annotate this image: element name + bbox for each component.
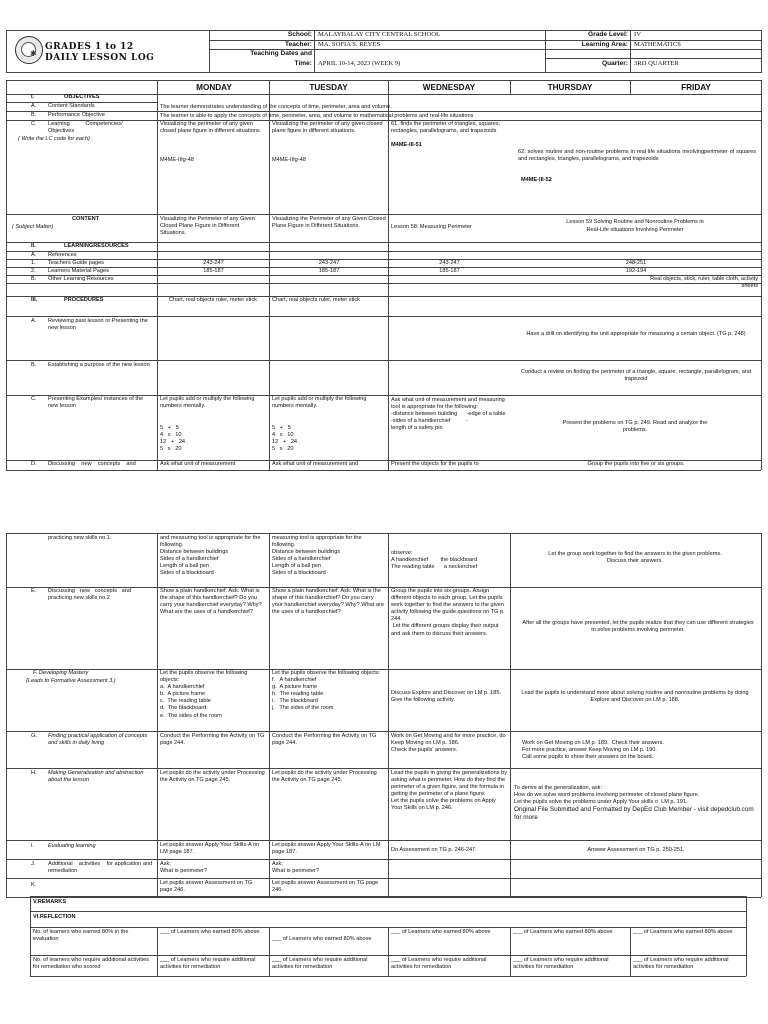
grade-label: Grade Level:	[588, 31, 628, 38]
proc-a-num: A.	[31, 318, 37, 324]
lm-pages-monday: 185-187	[203, 268, 224, 274]
proc-k-monday: Let pupils answer Assessment on TG page 246.	[160, 880, 253, 894]
time-label: Time:	[294, 60, 312, 67]
teacher-value: MA. SOFIA S. REYES	[318, 41, 381, 48]
reflection-b-thursday: ___ of Learners who require additional activities for remediation	[513, 957, 609, 971]
teacher-label: Teacher:	[285, 41, 312, 48]
proc-d-tuesday-2: measuring tool is appropriate for the following. Distance between buildings Sides of a handkerchief Length of a ball pen Sides of a blackboard	[272, 535, 362, 577]
quarter-label: Quarter:	[601, 60, 628, 67]
proc-c-monday-numbers: 5 + 5 4 x 10 12 + 24 5 x 20	[160, 425, 186, 453]
competency-code-tuesday: M4ME-IIIg-48	[272, 157, 306, 163]
proc-e-num: E.	[31, 588, 37, 594]
tg-pages-thursday-friday: 248-251	[625, 260, 647, 266]
tg-pages-monday: 243-247	[203, 260, 224, 266]
competencies-note: ( Write the LC code for each)	[18, 136, 90, 142]
lm-pages-thursday-friday: 192-194	[625, 268, 647, 274]
objectives-num: I.	[31, 94, 35, 100]
proc-g-monday: Conduct the Performing the Activity on TG page 244.	[160, 733, 265, 747]
deped-seal-icon: ✱	[15, 36, 43, 64]
proc-i-monday: Let pupils answer Apply Your Skills-A on LM page 187.	[160, 842, 260, 856]
proc-d-num: D.	[31, 461, 37, 467]
proc-h-wednesday: Lead the pupils in giving the generalizations by asking what is perimeter, How do they find the perimeter of a given figure, and the formula in getting the perimeter of a plane figure. Let the pupils solve the problems on Apply Your Skills on LM p. 246.	[391, 770, 507, 812]
resources-title: LEARNINGRESOURCES	[64, 243, 129, 249]
day-header-friday: FRIDAY	[681, 83, 711, 92]
reflection-b-monday: ___ of Learners who require additional activities for remediation	[160, 957, 256, 971]
proc-h-num: H.	[31, 770, 37, 776]
proc-i-thursday-friday: Answer Assessment on TG p. 250-251.	[587, 847, 685, 853]
reflection-b-tuesday: ___ of Learners who require additional activities for remediation	[272, 957, 368, 971]
proc-j-tuesday: Ask: What is perimeter?	[272, 861, 319, 875]
references-label: References	[48, 252, 77, 258]
proc-j-num: J.	[31, 861, 36, 867]
quarter-value: 3RD QUARTER	[634, 60, 679, 67]
proc-d-label: Discussing new concepts and	[48, 461, 136, 467]
other-resources-num: B.	[31, 276, 37, 282]
day-header-tuesday: TUESDAY	[309, 83, 348, 92]
remarks-title: V.REMARKS	[33, 899, 67, 905]
competency-code-wednesday: M4ME-III-51	[391, 142, 422, 148]
proc-a-label: Reviewing past lesson or Presenting the new lesson	[48, 318, 148, 332]
proc-c-tuesday: Let pupils add or multiply the following numbers mentally.	[272, 396, 367, 410]
proc-a-thursday-friday: Have a drill on identifying the unit appropriate for measuring a certain object. (TG p. 248)	[526, 331, 746, 337]
proc-d-monday-1: Ask what unit of measurement	[160, 461, 236, 467]
content-tuesday: Visualizing the Perimeter of any Given Closed Plane Figure in Different Situations.	[272, 216, 386, 230]
reflection-a-label: No. of learners who earned 80% in the evaluation	[33, 929, 129, 943]
proc-i-wednesday: Do Assessment on TG p. 246-247.	[391, 847, 477, 853]
proc-h-tuesday: Let pupils do the activity under Processing the Activity on TG page 245.	[272, 770, 377, 784]
content-standards-num: A.	[31, 103, 37, 109]
procedures-title: PROCEDURES	[64, 297, 104, 303]
proc-k-num: K.	[31, 882, 37, 888]
proc-g-wednesday: Work on Get Moving and for more practice, do Keep Moving on LM p. 186. Check the pupils' answers.	[391, 733, 506, 754]
school-label: School:	[287, 31, 312, 38]
proc-d-thursday-friday-1: Group the pupils into five or six groups.	[587, 461, 685, 467]
proc-c-num: C.	[31, 396, 37, 402]
tg-pages-label: Teachers Guide pages	[48, 260, 104, 266]
reflection-a-monday: ___ of Learners who earned 80% above	[160, 929, 260, 935]
reflection-b-wednesday: ___ of Learners who require additional activities for remediation	[391, 957, 487, 971]
content-thursday-friday-1: Lesson 59 Solving Routine and Nonroutine Problems in	[566, 219, 704, 225]
logo-subtitle: DAILY LESSON LOG	[45, 53, 155, 63]
competency-code-monday: M4ME-IIIg-48	[160, 157, 194, 163]
references-num: A.	[31, 252, 37, 258]
proc-d-label-cont: practicing new skills no.1.	[48, 535, 112, 541]
competency-tuesday: Visualizing the perimeter of any given closed plane figure in different situations.	[272, 121, 383, 135]
competencies-num: C.	[31, 121, 37, 127]
content-note: ( Subject Matter)	[12, 224, 54, 230]
proc-d-monday-2: and measuring tool is appropriate for the following. Distance between buildings Sides of a handkerchief Length of a ball pen Sides of a blackboard	[160, 535, 261, 577]
competencies-label-2: Objectives	[48, 128, 75, 134]
day-header-wednesday: WEDNESDAY	[422, 83, 476, 92]
proc-c-wednesday: Ask what unit of measurement and measuring tool is appropriate for the following: -distance between building -edge of a table -sides of a handkerchief - length of a safety pin	[391, 397, 506, 432]
performance-objective-num: B.	[31, 112, 37, 118]
proc-d-thursday-friday-2: Let the group work together to find the answers to the given problems. Discuss their answers.	[548, 551, 722, 565]
proc-e-wednesday: Group the pupils into six groups. Assign different objects to each group. Let the pupils work together to find the answers to the given activity following the guide questions on TG p. 244. Let the different groups display their output and ask them to discuss their answers.	[391, 588, 505, 637]
content-standards-label: Content Standards	[48, 103, 95, 109]
proc-f-monday: Let the pupils observe the following objects: a. A handkerchief b. A picture frame c. The reading table d. The blackboard e. The sides of the room	[160, 670, 248, 719]
resources-num: II.	[31, 243, 36, 249]
grade-value: IV	[634, 31, 641, 38]
procedures-num: III.	[31, 297, 38, 303]
performance-objective-label: Performance Objective	[48, 112, 105, 118]
proc-c-thursday-friday: Present the problems on TG p. 249. Read and analyze the problems.	[562, 420, 708, 434]
competency-thursday-friday: 62. solves routine and non-routine problems in real life situations involvingperimeter of squares and rectangles, triangles, parallelograms, and trapezoids	[518, 149, 756, 163]
proc-c-monday: Let pupils add or multiply the following numbers mentally.	[160, 396, 255, 410]
proc-j-monday: Ask: What is perimeter?	[160, 861, 207, 875]
dates-value: APRIL 10-14, 2023 (WEEK 9)	[318, 60, 401, 67]
reflection-title: VI.REFLECTION	[33, 914, 76, 920]
proc-j-label: Additional activities for application and remediation	[48, 861, 154, 875]
content-title: CONTENT	[72, 216, 100, 222]
proc-e-monday: Show a plain handkerchief. Ask: What is the shape of this handkerchief? Do you carry your handkerchief everyday? Why? What are the uses of a handkerchief?	[160, 588, 262, 616]
proc-b-label: Establishing a purpose of the new lesson	[48, 362, 150, 368]
proc-e-label: Discussing new concepts and practicing new skills no.2	[48, 588, 133, 602]
proc-k-tuesday: Let pupils answer Assessment on TG page 246.	[272, 880, 379, 894]
proc-f-note: (Leads to Formative Assessment 3.)	[26, 678, 116, 684]
proc-c-label: Presenting Examples/ instances of the new lesson	[48, 396, 144, 410]
objectives-title: OBJECTIVES	[64, 94, 100, 100]
competencies-label: Learning Competencies/	[48, 121, 123, 127]
performance-objective-text: The learner is able to apply the concepts of time, perimeter, area, and volume to mathematical problems and real-life situations	[160, 113, 474, 119]
proc-f-label: F. Developing Mastery	[33, 670, 89, 676]
reflection-a-tuesday: ___ of Learners who earned 80% above	[272, 936, 372, 942]
proc-h-label: Making Generalization and abstraction about the lesson	[48, 770, 144, 784]
lm-pages-tuesday: 185-187	[318, 268, 340, 274]
proc-b-num: B.	[31, 362, 37, 368]
competency-code-thursday-friday: M4ME-III-52	[521, 177, 552, 183]
tg-pages-tuesday: 243-247	[318, 260, 340, 266]
day-header-monday: MONDAY	[196, 83, 232, 92]
other-resources-value: Real objects, stick, ruler, table cloth, activity sheets	[650, 276, 758, 290]
content-monday: Visualizing the Perimeter of any Given Closed Plane Figure in Different Situations.	[160, 216, 255, 237]
proc-g-num: G.	[31, 733, 37, 739]
reflection-b-friday: ___ of Learners who require additional activities for remediation	[633, 957, 729, 971]
lm-pages-label: Learners Material Pages	[48, 268, 109, 274]
proc-c-tuesday-numbers: 5 + 5 4 x 10 12 + 24 5 x 20	[272, 425, 298, 453]
proc-g-tuesday: Conduct the Performing the Activity on TG page 244.	[272, 733, 377, 747]
lm-pages-num: 2.	[31, 268, 36, 274]
tg-pages-wednesday: 243-247	[439, 260, 460, 266]
proc-f-thursday-friday: Lead the pupils to understand more about solving routine and nonroutine problems by doing Explore and Discover on LM p. 188.	[521, 690, 749, 704]
competency-wednesday: 61. finds the perimeter of triangles, squares, rectangles, parallelograms, and trapezoids	[391, 121, 501, 135]
day-header-thursday: THURSDAY	[547, 83, 593, 92]
area-label: Learning Area:	[581, 41, 628, 48]
reflection-a-wednesday: ___ of Learners who earned 80% above	[391, 929, 491, 935]
reflection-a-thursday: ___ of Learners who earned 80% above	[513, 929, 613, 935]
proc-d-tuesday-1: Ask what unit of measurement and	[272, 461, 359, 467]
area-value: MATHEMATICS	[634, 41, 681, 48]
tg-pages-num: 1.	[31, 260, 36, 266]
proc-i-label: Evaluating learning	[48, 843, 96, 849]
procedures-tuesday: Chart, real objects ruler, meter stick	[272, 297, 360, 303]
procedures-monday: Chart, real objects ruler, meter stick	[169, 297, 257, 303]
school-value: MALAYBALAY CITY CENTRAL SCHOOL	[318, 31, 441, 38]
proc-f-wednesday: Discuss Explore and Discover on LM p. 185. Give the following activity.	[391, 690, 502, 704]
proc-d-wednesday-2: observe: A handkerchief the blackboard The reading table a neckerchief	[391, 550, 478, 571]
proc-b-thursday-friday: Conduct a review on finding the perimeter of a triangle, square, rectangle, parallelogram, and trapezoid	[520, 369, 752, 383]
proc-e-tuesday: Show a plain handkerchief. Ask: What is the shape of this handkerchief? Do you carry your handkerchief everyday? Why? What are the uses of a handkerchief?	[272, 588, 384, 616]
proc-e-thursday-friday: After all the groups have presented, let the pupils realize that they can use different strategies to solve problems involving perimeter.	[522, 620, 754, 634]
reflection-a-friday: ___ of Learners who earned 80% above	[633, 929, 733, 935]
reflection-b-label: No. of learners who require additional activities for remediation who scored	[33, 957, 149, 971]
proc-f-tuesday: Let the pupils observe the following objects: f. A handkerchief g. A picture frame h. The reading table i. The blackboard j. The sides of the room	[272, 670, 381, 712]
proc-d-wednesday-1: Present the objects for the pupils to	[391, 461, 479, 467]
content-standards-text: The learner demonstrates understanding of the concepts of time, perimeter, area and volume.	[160, 104, 392, 110]
content-wednesday: Lesson 58: Measuring Perimeter	[391, 224, 472, 230]
depedclub-credit: Original File Submitted and Formatted by DepEd Club Member - visit depedclub.com for more	[514, 806, 754, 821]
proc-g-label: Finding practical application of concepts and skills in daily living	[48, 733, 148, 747]
dates-label: Teaching Dates and	[250, 50, 312, 57]
proc-g-thursday-friday: Work on Get Moving on LM p. 189. Check their answers. For more practice, answer Keep Moving on LM p. 190. Call some pupils to show their answers on the board.	[522, 740, 664, 761]
competency-monday: Visualizing the perimeter of any given closed plane figure in different situations.	[160, 121, 262, 135]
proc-h-thursday-friday: To derive at the generalization, ask: How do we solve word problems involving perimeter of closed plane figure. Let the pupils solve the problems under Apply Your skills o LM p. 191.	[514, 785, 700, 806]
logo-title: GRADES 1 to 12	[45, 42, 134, 52]
lm-pages-wednesday: 185-187	[439, 268, 460, 274]
proc-i-tuesday: Let pupils answer Apply Your Skills-A on LM page 187.	[272, 842, 381, 856]
proc-h-monday: Let pupils do the activity under Processing the Activity on TG page 245.	[160, 770, 265, 784]
content-thursday-friday-2: Real-Life situations Involving Perimeter	[586, 227, 684, 233]
proc-i-num: I.	[31, 843, 35, 849]
other-resources-label: Other Learning Resources	[48, 276, 114, 282]
